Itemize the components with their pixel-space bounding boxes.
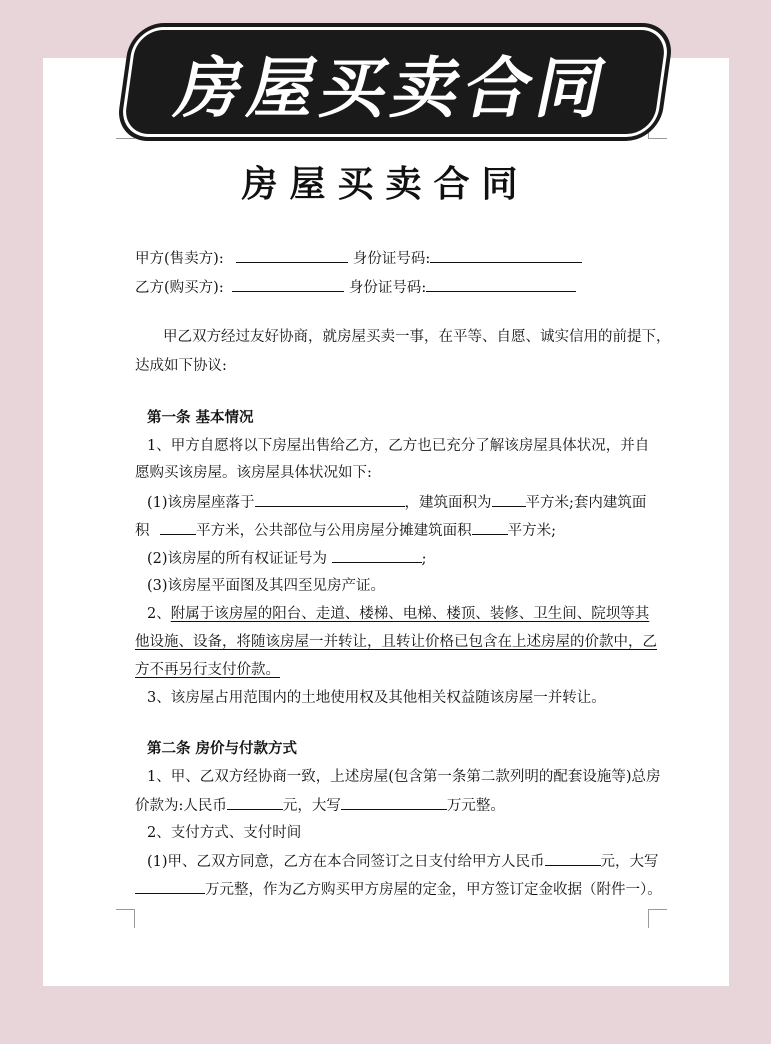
price-number-blank	[227, 795, 283, 810]
article2-p3-line2: 万元整，作为乙方购买甲方房屋的定金，甲方签订定金收据（附件一）。	[135, 879, 655, 900]
party-b-name-blank	[232, 277, 344, 292]
deposit-words-blank	[135, 879, 205, 894]
article1-p2-line2: 他设施、设备，将随该房屋一并转让，且转让价格已包含在上述房屋的价款中，乙	[135, 634, 657, 650]
article1-item2: (2)该房屋的所有权证证号为 ;	[147, 548, 667, 569]
area-blank	[492, 492, 526, 507]
location-blank	[255, 492, 405, 507]
cover-banner	[123, 30, 668, 134]
deposit-number-blank	[545, 851, 601, 866]
article2-p1-line2: 价款为:人民币 元，大写 万元整。	[135, 795, 655, 816]
intro-line-1: 甲乙双方经过友好协商，就房屋买卖一事，在平等、自愿、诚实信用的前提下，	[163, 329, 671, 345]
inner-area-blank	[160, 520, 196, 535]
crop-mark-bottom-left	[116, 909, 135, 928]
article1-item1-line2: 积 平方米，公共部位与公用房屋分摊建筑面积 平方米;	[135, 520, 655, 541]
article2-p2: 2、支付方式、支付时间	[147, 825, 302, 841]
article1-p2-line1: 2、附属于该房屋的阳台、走道、楼梯、电梯、楼顶、装修、卫生间、院坝等其	[147, 606, 650, 622]
party-b-id-blank	[426, 277, 576, 292]
intro-line-2: 达成如下协议:	[135, 358, 227, 374]
article2-p1-line1: 1、甲、乙双方经协商一致，上述房屋(包含第一条第二款列明的配套设施等)总房	[147, 769, 661, 785]
party-b-line: 乙方(购买方): 身份证号码:	[135, 277, 655, 298]
crop-mark-bottom-right	[648, 909, 667, 928]
article1-item1-line1: (1)该房屋座落于 ，建筑面积为 平方米;套内建筑面	[147, 492, 667, 513]
article2-heading: 第二条 房价与付款方式	[147, 740, 298, 757]
article1-p1-line1: 1、甲方自愿将以下房屋出售给乙方，乙方也已充分了解该房屋具体状况，并自	[147, 438, 650, 454]
crop-mark-top-right	[648, 120, 667, 139]
party-a-name-blank	[236, 248, 348, 263]
party-a-id-blank	[430, 248, 582, 263]
article1-item3: (3)该房屋平面图及其四至见房产证。	[147, 578, 386, 594]
document-title: 房屋买卖合同	[241, 164, 530, 205]
article1-heading: 第一条 基本情况	[147, 409, 254, 426]
article1-p2-line3: 方不再另行支付价款。	[135, 662, 280, 678]
banner-title: 房屋买卖合同	[169, 49, 618, 127]
shared-area-blank	[472, 520, 508, 535]
certificate-number-blank	[332, 548, 422, 563]
article1-p1-line2: 愿购买该房屋。该房屋具体状况如下:	[135, 465, 372, 481]
article2-p3-line1: (1)甲、乙双方同意，乙方在本合同签订之日支付给甲方人民币 元，大写	[147, 851, 667, 872]
price-words-blank	[341, 795, 447, 810]
party-a-line: 甲方(售卖方): 身份证号码:	[135, 248, 655, 269]
article1-p3: 3、该房屋占用范围内的土地使用权及其他相关权益随该房屋一并转让。	[147, 690, 606, 706]
